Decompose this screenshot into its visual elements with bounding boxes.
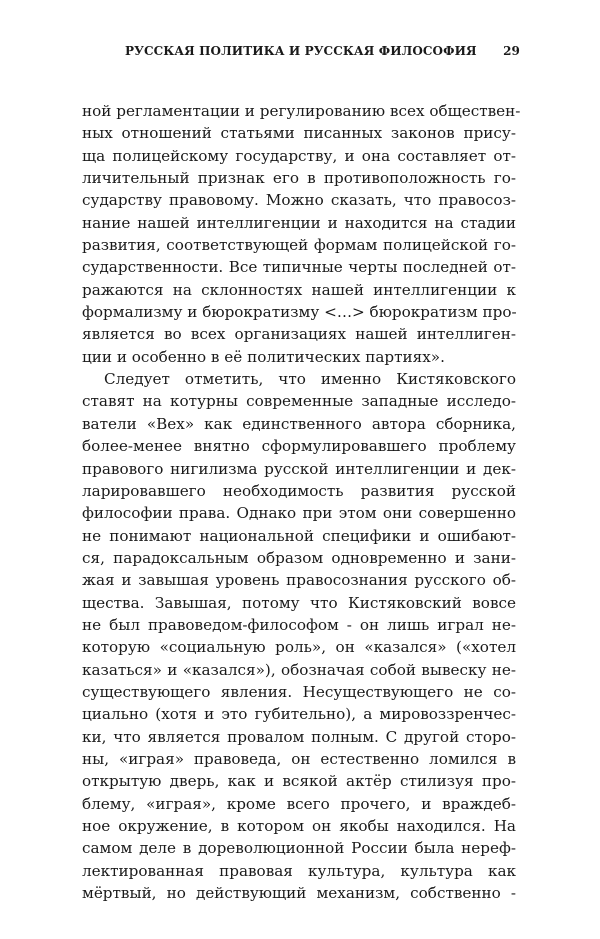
text-line: ной регламентации и регулированию всех обществен- xyxy=(82,102,521,120)
text-line: более-менее внятно сформулировавшего проблему xyxy=(82,437,516,456)
text-line: Следует отметить, что именно Кистяковского xyxy=(104,370,516,389)
text-line: сударственности. Все типичные черты последней от- xyxy=(82,258,516,277)
text-line: формализму и бюрократизму <…> бюрократизм про- xyxy=(82,303,517,322)
text-line: сударству правовому. Можно сказать, что правосоз- xyxy=(82,191,516,210)
text-line: правового нигилизма русской интеллигенции и дек- xyxy=(82,459,516,478)
paragraph-2 xyxy=(82,368,516,904)
text-line: казаться» и «казался»), обозначая собой вывеску не- xyxy=(82,660,516,679)
paragraph-1 xyxy=(82,100,521,368)
running-title: РУССКАЯ ПОЛИТИКА И РУССКАЯ ФИЛОСОФИЯ xyxy=(125,44,477,58)
text-line: философии права. Однако при этом они совершенно xyxy=(82,504,516,523)
text-line: ции и особенно в её политических партиях». xyxy=(82,347,445,366)
text-line: блему, «играя», кроме всего прочего, и враждеб- xyxy=(82,794,516,813)
text-line: которую «социальную роль», он «казался» («хотел xyxy=(82,638,516,657)
running-header xyxy=(125,44,520,64)
text-line: является во всех организациях нашей интеллиген- xyxy=(82,325,516,344)
text-line: ных отношений статьями писанных законов прису- xyxy=(82,124,516,143)
text-line: самом деле в дореволюционной России была нереф- xyxy=(82,839,516,858)
text-line: мёртвый, но действующий механизм, собственно - xyxy=(82,884,516,903)
text-line: существующего явления. Несуществующего не со- xyxy=(82,682,516,701)
page-number: 29 xyxy=(503,44,520,58)
text-line: ны, «играя» правоведа, он естественно ломился в xyxy=(82,749,516,768)
text-line: лектированная правовая культура, культура как xyxy=(82,861,516,880)
text-line: не был правоведом-философом - он лишь играл не- xyxy=(82,615,516,634)
text-line: ща полицейскому государству, и она составляет от- xyxy=(82,146,516,165)
text-line: нание нашей интеллигенции и находится на стадии xyxy=(82,213,516,232)
text-line: личительный признак его в противоположность го- xyxy=(82,169,516,188)
text-line: ражаются на склонностях нашей интеллигенции к xyxy=(82,280,516,299)
text-line: ное окружение, в котором он якобы находился. На xyxy=(82,817,516,835)
text-line: жая и завышая уровень правосознания русского об- xyxy=(82,571,516,590)
text-line: ватели «Вех» как единственного автора сборника, xyxy=(82,414,516,433)
text-line: не понимают национальной специфики и ошибают- xyxy=(82,526,516,545)
body-text xyxy=(82,100,521,904)
text-line: ки, что является провалом полным. С другой сторо- xyxy=(82,727,516,746)
text-line: щества. Завышая, потому что Кистяковский вовсе xyxy=(82,593,516,612)
text-line: циально (хотя и это губительно), а мировоззренчес- xyxy=(82,705,516,724)
text-line: ся, парадоксальным образом одновременно и зани- xyxy=(82,548,516,567)
text-line: развития, соответствующей формам полицейской го- xyxy=(82,236,516,255)
text-line: открытую дверь, как и всякой актёр стилизуя про- xyxy=(82,772,516,791)
text-line: ларировавшего необходимость развития русской xyxy=(82,481,516,500)
text-line: ставят на котурны современные западные исследо- xyxy=(82,392,516,411)
